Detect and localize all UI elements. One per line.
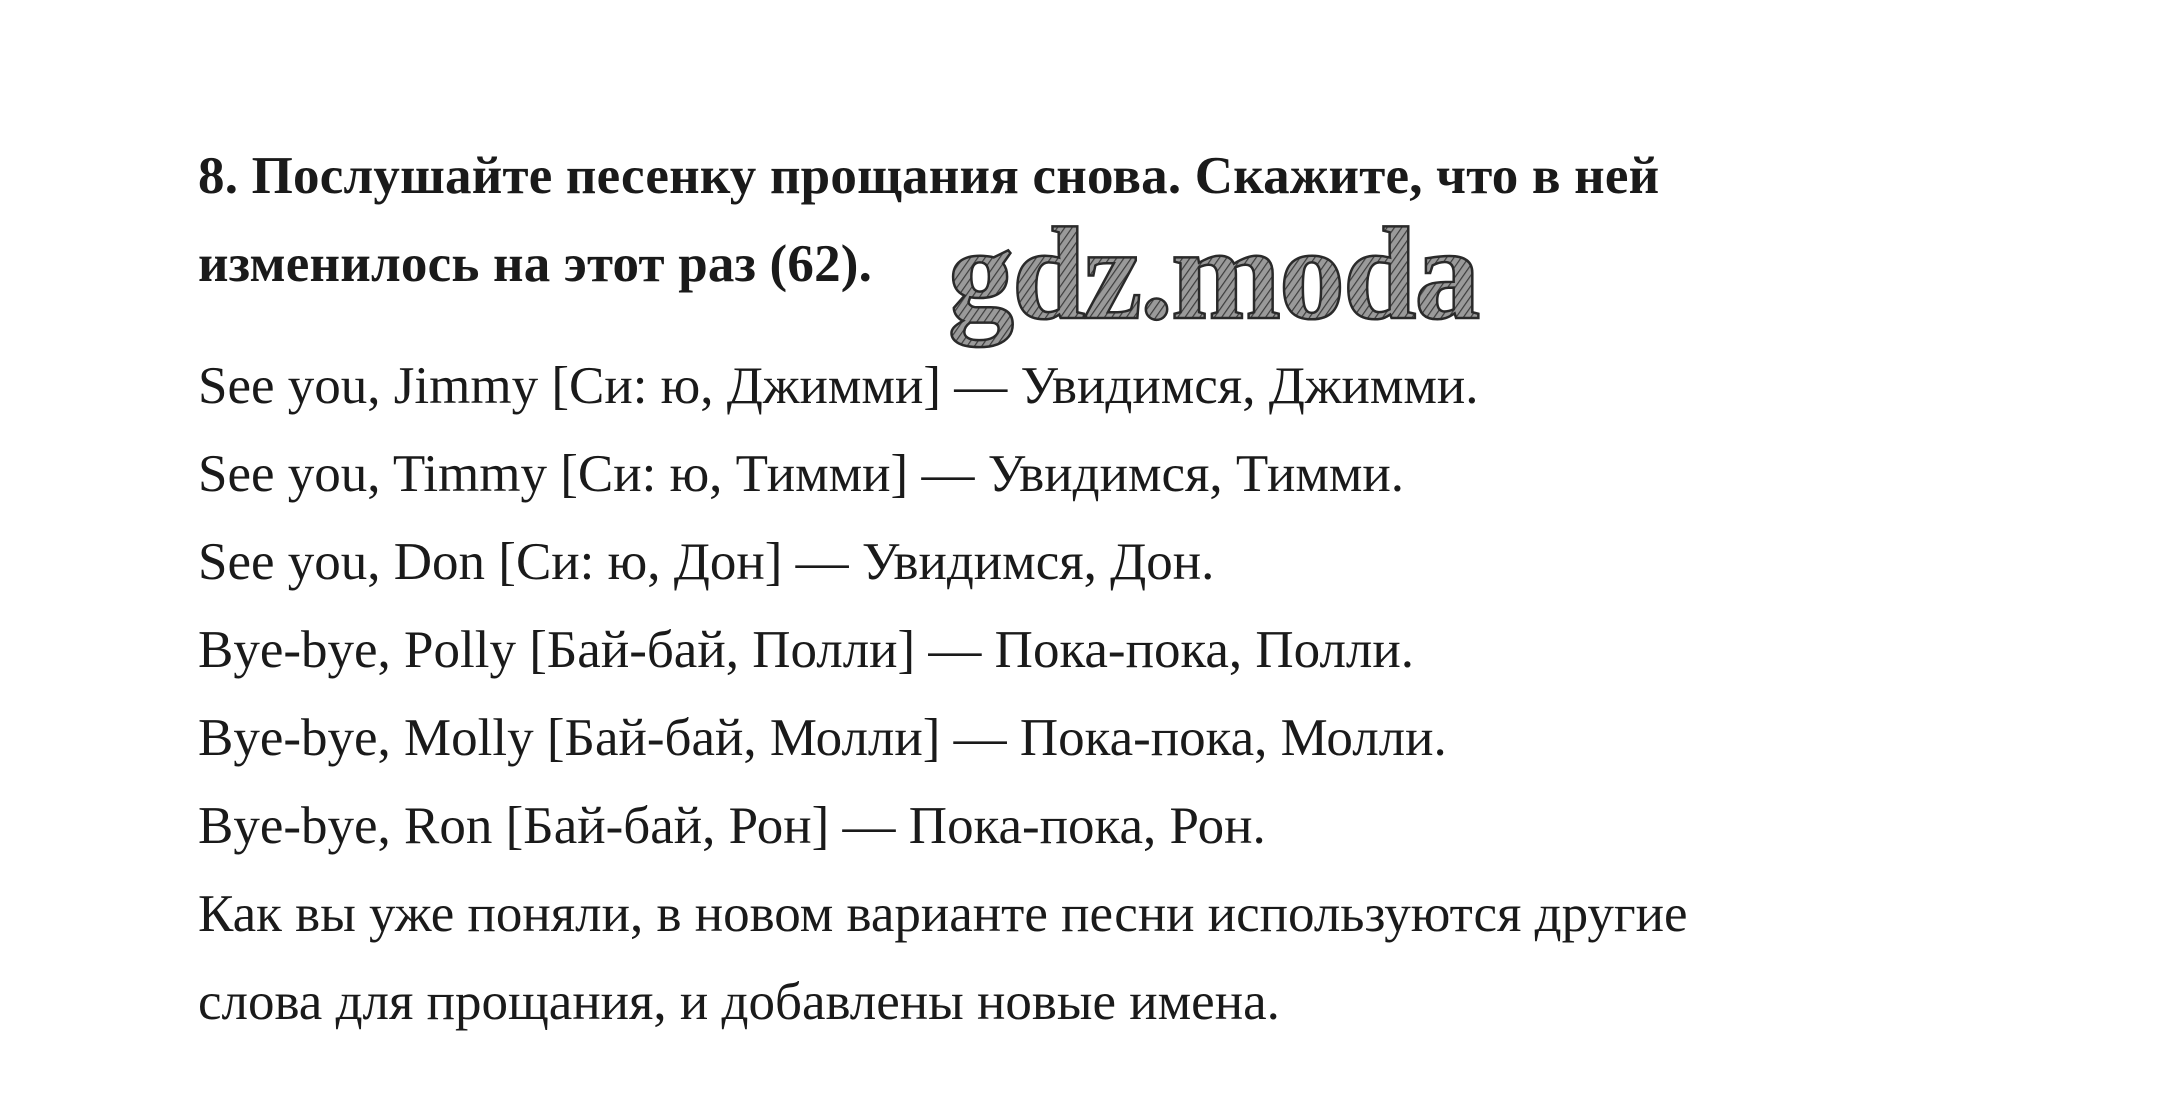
task-heading-line-1: 8. Послушайте песенку прощания снова. Скажите, что в ней (198, 147, 1660, 205)
song-line-3: See you, Don [Си: ю, Дон] — Увидимся, Дон. (198, 533, 1215, 591)
watermark-logo (940, 206, 1560, 356)
conclusion-line-1: Как вы уже поняли, в новом варианте песни используются другие (198, 885, 1688, 943)
task-heading-line-2: изменилось на этот раз (62). (198, 235, 873, 293)
song-line-6: Bye-bye, Ron [Бай-бай, Рон] — Пока-пока, Рон. (198, 797, 1266, 855)
song-line-1: See you, Jimmy [Си: ю, Джимми] — Увидимся, Джимми. (198, 357, 1479, 415)
song-line-2: See you, Timmy [Си: ю, Тимми] — Увидимся, Тимми. (198, 445, 1405, 503)
conclusion-line-2: слова для прощания, и добавлены новые имена. (198, 973, 1280, 1031)
song-line-5: Bye-bye, Molly [Бай-бай, Молли] — Пока-пока, Молли. (198, 709, 1447, 767)
song-line-4: Bye-bye, Polly [Бай-бай, Полли] — Пока-пока, Полли. (198, 621, 1414, 679)
watermark-text: gdz.moda (948, 206, 1479, 347)
